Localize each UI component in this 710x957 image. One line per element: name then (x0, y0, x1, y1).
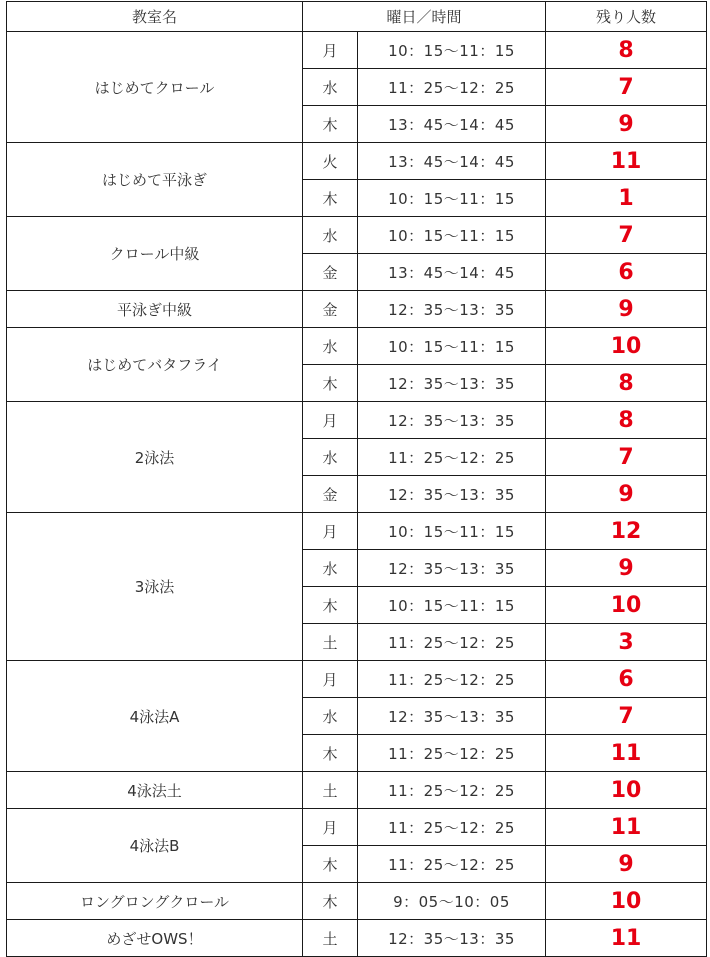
day-cell: 木 (303, 106, 358, 143)
class-name-cell: 2泳法 (7, 402, 303, 513)
class-name-cell: めざせOWS！ (7, 920, 303, 957)
time-cell: 10：15～11：15 (358, 587, 546, 624)
table-header (7, 2, 707, 32)
day-cell: 月 (303, 513, 358, 550)
table-row (7, 328, 707, 365)
time-cell: 11：25～12：25 (358, 772, 546, 809)
time-cell: 12：35～13：35 (358, 291, 546, 328)
remaining-count-cell: 10 (546, 772, 707, 809)
header-row (7, 2, 707, 32)
remaining-count-cell: 7 (546, 439, 707, 476)
remaining-count-cell: 9 (546, 846, 707, 883)
remaining-count-cell: 6 (546, 661, 707, 698)
day-cell: 木 (303, 587, 358, 624)
day-cell: 水 (303, 439, 358, 476)
day-cell: 木 (303, 365, 358, 402)
table-row (7, 920, 707, 957)
time-cell: 10：15～11：15 (358, 32, 546, 69)
table-row (7, 772, 707, 809)
remaining-count-cell: 11 (546, 735, 707, 772)
time-cell: 13：45～14：45 (358, 254, 546, 291)
table-row (7, 143, 707, 180)
remaining-count-cell: 9 (546, 291, 707, 328)
day-cell: 月 (303, 32, 358, 69)
day-cell: 金 (303, 254, 358, 291)
remaining-count-cell: 12 (546, 513, 707, 550)
class-name-cell: 3泳法 (7, 513, 303, 661)
time-cell: 13：45～14：45 (358, 143, 546, 180)
class-name-cell: 平泳ぎ中級 (7, 291, 303, 328)
time-cell: 11：25～12：25 (358, 661, 546, 698)
table-row (7, 291, 707, 328)
day-cell: 木 (303, 883, 358, 920)
day-cell: 土 (303, 624, 358, 661)
remaining-count-cell: 10 (546, 883, 707, 920)
remaining-count-cell: 10 (546, 587, 707, 624)
time-cell: 11：25～12：25 (358, 809, 546, 846)
remaining-count-cell: 8 (546, 32, 707, 69)
time-cell: 10：15～11：15 (358, 328, 546, 365)
day-cell: 木 (303, 735, 358, 772)
table-body (7, 32, 707, 957)
time-cell: 9：05～10：05 (358, 883, 546, 920)
time-cell: 10：15～11：15 (358, 180, 546, 217)
day-cell: 火 (303, 143, 358, 180)
class-name-cell: ロングロングクロール (7, 883, 303, 920)
table-row (7, 809, 707, 846)
day-cell: 土 (303, 920, 358, 957)
time-cell: 12：35～13：35 (358, 476, 546, 513)
day-cell: 月 (303, 809, 358, 846)
class-name-cell: はじめてクロール (7, 32, 303, 143)
day-cell: 金 (303, 476, 358, 513)
remaining-count-cell: 8 (546, 402, 707, 439)
table-row (7, 513, 707, 550)
time-cell: 11：25～12：25 (358, 439, 546, 476)
class-name-cell: 4泳法A (7, 661, 303, 772)
remaining-count-cell: 6 (546, 254, 707, 291)
time-cell: 11：25～12：25 (358, 846, 546, 883)
day-cell: 土 (303, 772, 358, 809)
class-name-cell: はじめてバタフライ (7, 328, 303, 402)
table-row (7, 402, 707, 439)
remaining-count-cell: 3 (546, 624, 707, 661)
class-schedule-table (6, 1, 707, 957)
time-cell: 13：45～14：45 (358, 106, 546, 143)
remaining-count-cell: 8 (546, 365, 707, 402)
class-name-cell: 4泳法土 (7, 772, 303, 809)
day-cell: 水 (303, 698, 358, 735)
time-cell: 12：35～13：35 (358, 365, 546, 402)
header-remaining: 残り人数 (546, 2, 707, 32)
remaining-count-cell: 7 (546, 698, 707, 735)
header-day-time: 曜日／時間 (303, 2, 546, 32)
remaining-count-cell: 9 (546, 550, 707, 587)
day-cell: 水 (303, 550, 358, 587)
table-row (7, 661, 707, 698)
table-row (7, 883, 707, 920)
time-cell: 11：25～12：25 (358, 624, 546, 661)
day-cell: 水 (303, 328, 358, 365)
day-cell: 月 (303, 402, 358, 439)
time-cell: 11：25～12：25 (358, 735, 546, 772)
remaining-count-cell: 7 (546, 217, 707, 254)
class-name-cell: クロール中級 (7, 217, 303, 291)
day-cell: 金 (303, 291, 358, 328)
time-cell: 12：35～13：35 (358, 920, 546, 957)
table-row (7, 32, 707, 69)
remaining-count-cell: 11 (546, 809, 707, 846)
header-class-name: 教室名 (7, 2, 303, 32)
remaining-count-cell: 7 (546, 69, 707, 106)
remaining-count-cell: 9 (546, 476, 707, 513)
remaining-count-cell: 10 (546, 328, 707, 365)
class-name-cell: 4泳法B (7, 809, 303, 883)
remaining-count-cell: 11 (546, 143, 707, 180)
remaining-count-cell: 11 (546, 920, 707, 957)
time-cell: 12：35～13：35 (358, 550, 546, 587)
day-cell: 木 (303, 180, 358, 217)
remaining-count-cell: 9 (546, 106, 707, 143)
time-cell: 10：15～11：15 (358, 217, 546, 254)
day-cell: 月 (303, 661, 358, 698)
day-cell: 水 (303, 217, 358, 254)
remaining-count-cell: 1 (546, 180, 707, 217)
time-cell: 10：15～11：15 (358, 513, 546, 550)
class-name-cell: はじめて平泳ぎ (7, 143, 303, 217)
table-row (7, 217, 707, 254)
day-cell: 木 (303, 846, 358, 883)
day-cell: 水 (303, 69, 358, 106)
time-cell: 12：35～13：35 (358, 402, 546, 439)
time-cell: 12：35～13：35 (358, 698, 546, 735)
time-cell: 11：25～12：25 (358, 69, 546, 106)
